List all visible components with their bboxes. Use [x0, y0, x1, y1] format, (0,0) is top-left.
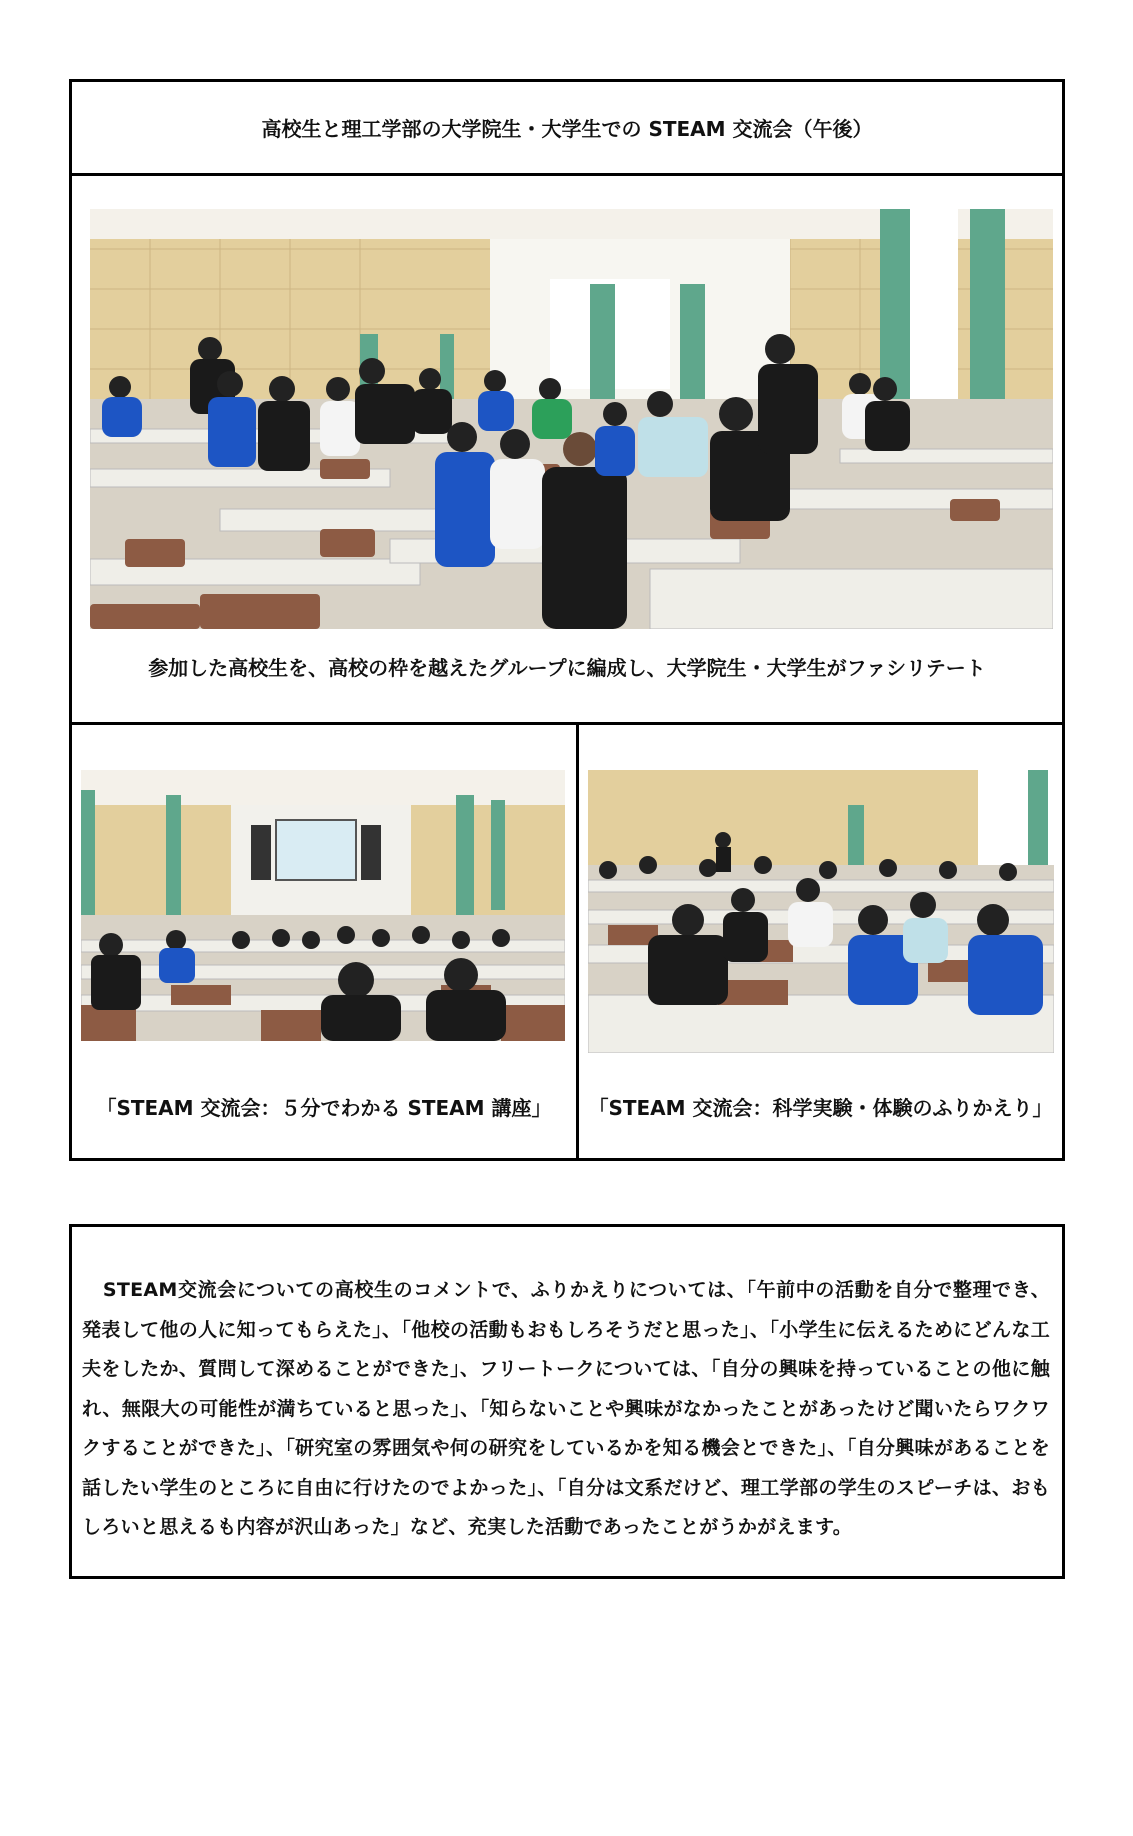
student-comments-text: STEAM交流会についての高校生のコメントで、ふりかえりについては、「午前中の活動を自分で整理でき、発表して他の人に知ってもらえた」、「他校の活動もおもしろそうだと思った」、「小学生に伝えるためにどんな工夫をしたか、質問して深めることができた」、フリートークについては、「自分の興味を持っていることの他に触れ、無限大の可能性が満ちていると思った」、「知らないことや興味がなかったことがあったけど聞いたらワクワクすることができた」、「研究室の雰囲気や何の研究をしているかを知る機会とできた」、「自分興味があることを話したい学生のところに自由に行けたのでよかった」、「自分は文系だけど、理工学部の学生のスピーチは、おもしろいと思えるも内容が沢山あった」など、充実した活動であったことがうかがえます。 — [82, 1279, 1051, 1538]
main-photo-caption: 参加した高校生を、高校の枠を越えたグループに編成し、大学院生・大学生がファシリテート — [148, 656, 986, 680]
lecture-photo-cell — [72, 725, 579, 1158]
student-comments-box — [69, 1224, 1065, 1579]
photo-group-discussion — [90, 209, 1053, 629]
main-photo-cell — [72, 173, 1062, 725]
photo-reflection-session — [588, 770, 1054, 1053]
reflection-photo-cell — [579, 725, 1062, 1158]
photo-steam-lecture — [81, 770, 565, 1041]
photo-report-table — [69, 79, 1065, 1161]
table-title: 高校生と理工学部の大学院生・大学生での STEAM 交流会（午後） — [72, 82, 1062, 176]
lecture-photo-caption: 「STEAM 交流会：５分でわかる STEAM 講座」 — [96, 1096, 552, 1120]
reflection-photo-caption: 「STEAM 交流会：科学実験・体験のふりかえり」 — [588, 1096, 1053, 1120]
